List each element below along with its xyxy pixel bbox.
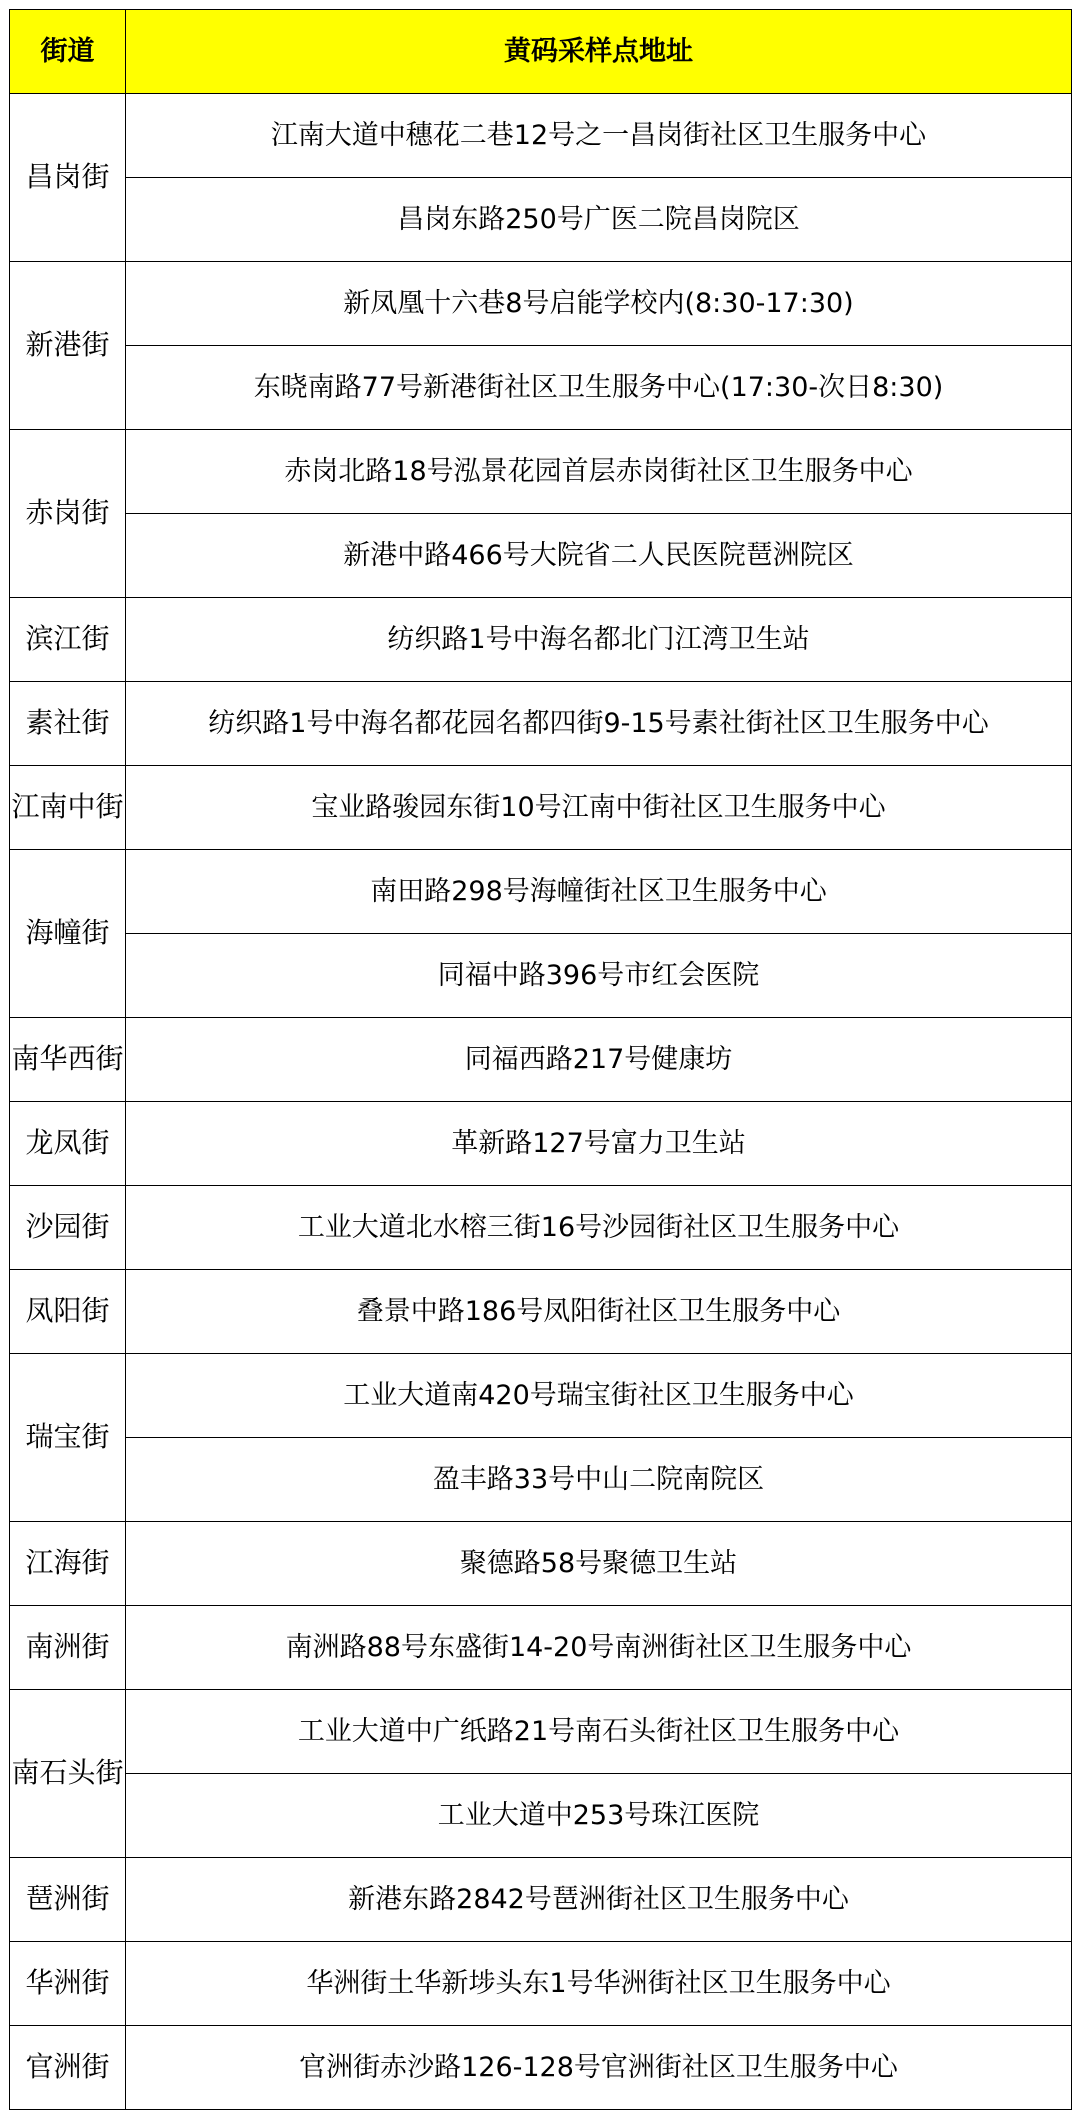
street-cell: 海幢街 — [10, 850, 126, 1018]
street-cell: 沙园街 — [10, 1186, 126, 1270]
table-row — [10, 1522, 1072, 1606]
address-cell: 南田路298号海幢街社区卫生服务中心 — [126, 850, 1072, 934]
address-cell: 江南大道中穗花二巷12号之一昌岗街社区卫生服务中心 — [126, 94, 1072, 178]
street-cell: 南洲街 — [10, 1606, 126, 1690]
address-cell: 聚德路58号聚德卫生站 — [126, 1522, 1072, 1606]
address-cell: 同福西路217号健康坊 — [126, 1018, 1072, 1102]
table-row — [10, 1438, 1072, 1522]
header-row — [10, 10, 1072, 94]
street-column-header: 街道 — [10, 10, 126, 94]
street-cell: 江海街 — [10, 1522, 126, 1606]
street-cell: 滨江街 — [10, 598, 126, 682]
street-cell: 龙凤街 — [10, 1102, 126, 1186]
street-cell: 华洲街 — [10, 1942, 126, 2026]
table-row — [10, 1354, 1072, 1438]
table-row — [10, 1018, 1072, 1102]
table-body — [10, 94, 1072, 2110]
address-cell: 官洲街赤沙路126-128号官洲街社区卫生服务中心 — [126, 2026, 1072, 2110]
address-cell: 华洲街土华新埗头东1号华洲街社区卫生服务中心 — [126, 1942, 1072, 2026]
table-row — [10, 2026, 1072, 2110]
street-cell: 瑞宝街 — [10, 1354, 126, 1522]
table-row — [10, 1270, 1072, 1354]
address-cell: 南洲路88号东盛街14-20号南洲街社区卫生服务中心 — [126, 1606, 1072, 1690]
table-row — [10, 178, 1072, 262]
table-row — [10, 94, 1072, 178]
table-row — [10, 1102, 1072, 1186]
street-cell: 赤岗街 — [10, 430, 126, 598]
table-row — [10, 598, 1072, 682]
table-row — [10, 1690, 1072, 1774]
sampling-sites-table — [9, 9, 1072, 2110]
table-row — [10, 766, 1072, 850]
address-cell: 纺织路1号中海名都北门江湾卫生站 — [126, 598, 1072, 682]
street-cell: 凤阳街 — [10, 1270, 126, 1354]
street-cell: 江南中街 — [10, 766, 126, 850]
table-row — [10, 850, 1072, 934]
table-row — [10, 682, 1072, 766]
address-cell: 工业大道北水榕三街16号沙园街社区卫生服务中心 — [126, 1186, 1072, 1270]
address-cell: 纺织路1号中海名都花园名都四街9-15号素社街社区卫生服务中心 — [126, 682, 1072, 766]
address-cell: 东晓南路77号新港街社区卫生服务中心(17:30-次日8:30) — [126, 346, 1072, 430]
table-row — [10, 1186, 1072, 1270]
address-column-header: 黄码采样点地址 — [126, 10, 1072, 94]
address-cell: 昌岗东路250号广医二院昌岗院区 — [126, 178, 1072, 262]
address-cell: 同福中路396号市红会医院 — [126, 934, 1072, 1018]
street-cell: 素社街 — [10, 682, 126, 766]
street-cell: 南石头街 — [10, 1690, 126, 1858]
table-row — [10, 1606, 1072, 1690]
address-cell: 新凤凰十六巷8号启能学校内(8:30-17:30) — [126, 262, 1072, 346]
table-row — [10, 262, 1072, 346]
address-cell: 赤岗北路18号泓景花园首层赤岗街社区卫生服务中心 — [126, 430, 1072, 514]
address-cell: 叠景中路186号凤阳街社区卫生服务中心 — [126, 1270, 1072, 1354]
address-cell: 工业大道南420号瑞宝街社区卫生服务中心 — [126, 1354, 1072, 1438]
address-cell: 革新路127号富力卫生站 — [126, 1102, 1072, 1186]
table-row — [10, 514, 1072, 598]
street-cell: 琶洲街 — [10, 1858, 126, 1942]
address-cell: 工业大道中广纸路21号南石头街社区卫生服务中心 — [126, 1690, 1072, 1774]
table-row — [10, 430, 1072, 514]
street-cell: 新港街 — [10, 262, 126, 430]
address-cell: 工业大道中253号珠江医院 — [126, 1774, 1072, 1858]
table-row — [10, 1774, 1072, 1858]
street-cell: 南华西街 — [10, 1018, 126, 1102]
street-cell: 昌岗街 — [10, 94, 126, 262]
table-row — [10, 1858, 1072, 1942]
street-cell: 官洲街 — [10, 2026, 126, 2110]
address-cell: 盈丰路33号中山二院南院区 — [126, 1438, 1072, 1522]
table-row — [10, 1942, 1072, 2026]
address-cell: 新港中路466号大院省二人民医院琶洲院区 — [126, 514, 1072, 598]
table-row — [10, 934, 1072, 1018]
address-cell: 宝业路骏园东街10号江南中街社区卫生服务中心 — [126, 766, 1072, 850]
table-row — [10, 346, 1072, 430]
address-cell: 新港东路2842号琶洲街社区卫生服务中心 — [126, 1858, 1072, 1942]
